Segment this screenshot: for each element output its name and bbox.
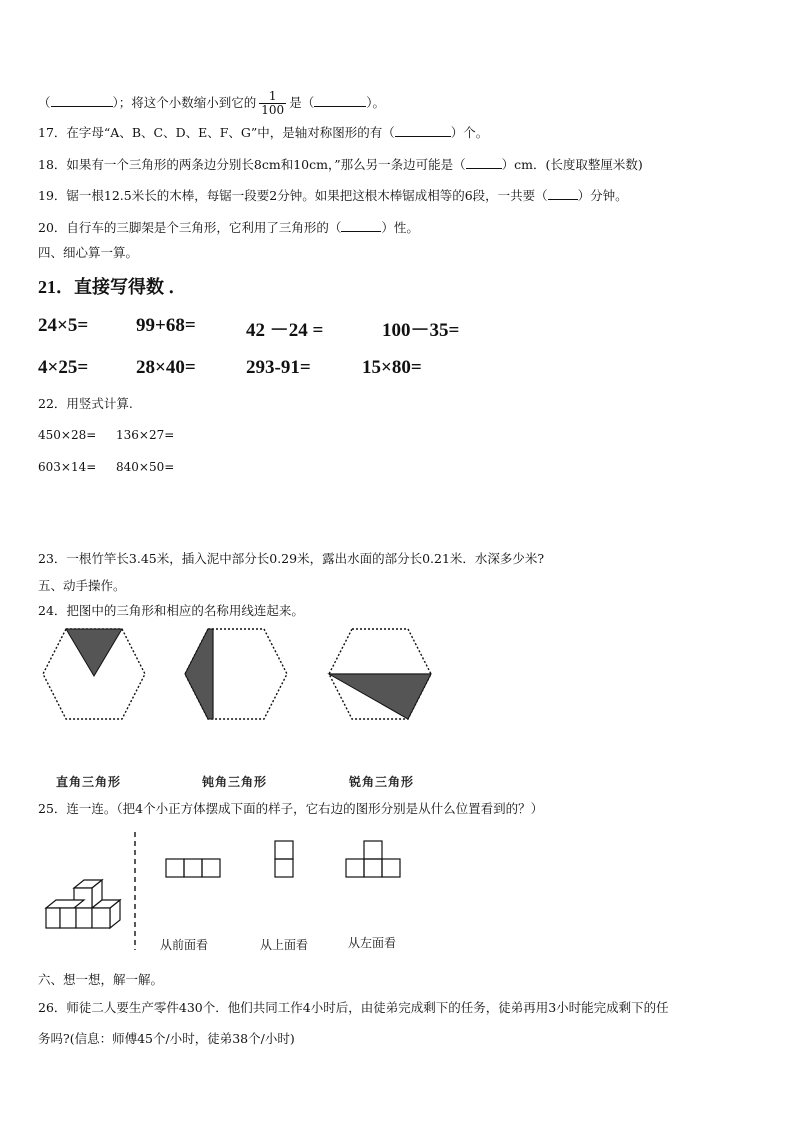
cube-stack-figure [44, 878, 126, 936]
q16-text-1: ）；将这个小数缩小到它的 [112, 95, 257, 110]
q21-expr: 15×80= [362, 357, 422, 378]
q18-text-1: 18．如果有一个三角形的两条边分别长8cm和10cm，”那么另一条边可能是（ [38, 157, 466, 172]
q21-expr: 4×25= [38, 357, 89, 378]
view-shape-two-stacked[interactable] [274, 840, 295, 878]
triangle-name-obtuse[interactable]: 钝角三角形 [202, 775, 268, 789]
section-4-heading: 四、细心算一算。 [38, 245, 139, 260]
q20-line [38, 219, 419, 236]
shaded-triangle [185, 629, 213, 719]
q17-text-1: 17．在字母“A、B、C、D、E、F、G”中，是轴对称图形的有（ [38, 125, 395, 140]
q22-expr: 450×28= [38, 428, 97, 442]
section-5-heading: 五、动手操作。 [38, 578, 126, 593]
q17-line [38, 124, 488, 141]
q18-text-2: ）cm．(长度取整厘米数) [501, 157, 643, 172]
q19-text-2: ）分钟。 [577, 188, 628, 203]
q18-line [38, 156, 643, 173]
q23-text: 23．一根竹竿长3.45米，插入泥中部分长0.29米，露出水面的部分长0.21米．水深多少米? [38, 551, 545, 566]
q19-line [38, 187, 628, 204]
q20-blank[interactable] [341, 219, 381, 232]
q21-expr: 100－35= [382, 320, 460, 341]
view-shape-t-shape[interactable] [345, 840, 417, 878]
q16-line [38, 90, 385, 117]
triangle-name-acute[interactable]: 锐角三角形 [349, 775, 415, 789]
shaded-triangle [66, 629, 122, 676]
q25-title: 25．连一连。（把4个小正方体摆成下面的样子，它右边的图形分别是从什么位置看到的？） [38, 801, 544, 816]
dashed-separator [133, 832, 137, 950]
q22-expr: 603×14= [38, 460, 97, 474]
q16-text-3: ）。 [366, 95, 385, 110]
view-label-front[interactable]: 从前面看 [160, 938, 209, 952]
q21-expr: 99+68= [136, 315, 196, 336]
view-label-left[interactable]: 从左面看 [348, 936, 397, 950]
q20-text-1: 20．自行车的三脚架是个三角形，它利用了三角形的（ [38, 220, 342, 235]
q22-expr: 840×50= [116, 460, 175, 474]
q17-text-2: ）个。 [450, 125, 489, 140]
q16-text-2: 是（ [289, 95, 315, 110]
q16-blank-2[interactable] [314, 94, 366, 107]
q26-line-2: 务吗?(信息：师傅45个/小时，徒弟38个/小时) [38, 1031, 295, 1046]
q19-blank[interactable] [548, 187, 578, 200]
q17-blank[interactable] [395, 124, 451, 137]
q16-blank-1[interactable] [51, 94, 113, 107]
q20-text-2: ）性。 [381, 220, 419, 235]
triangle-name-right[interactable]: 直角三角形 [56, 775, 122, 789]
section-6-heading: 六、想一想，解一解。 [38, 972, 164, 987]
q21-expr: 42 －24 = [246, 320, 324, 341]
fraction-denominator: 100 [261, 103, 285, 117]
q16-paren: （ [38, 95, 51, 110]
hexagon-figure-3[interactable] [328, 628, 432, 720]
q26-line-1: 26．师徒二人要生产零件430个．他们共同工作4小时后，由徒弟完成剩下的任务，徒弟再用3小时能完成剩下的任 [38, 1000, 669, 1015]
q24-title: 24．把图中的三角形和相应的名称用线连起来。 [38, 603, 304, 618]
hexagon-figure-1[interactable] [42, 628, 146, 720]
q21-expr: 24×5= [38, 315, 89, 336]
q16-fraction [259, 90, 286, 117]
q21-expr: 28×40= [136, 357, 196, 378]
q21-expr: 293-91= [246, 357, 311, 378]
q22-expr: 136×27= [116, 428, 175, 442]
shaded-triangle [329, 674, 431, 719]
view-label-top[interactable]: 从上面看 [260, 938, 309, 952]
q18-blank[interactable] [466, 156, 502, 169]
fraction-numerator: 1 [259, 90, 286, 104]
q22-title: 22．用竖式计算. [38, 396, 133, 411]
view-shape-three-in-row[interactable] [165, 858, 222, 878]
hexagon-figure-2[interactable] [184, 628, 288, 720]
q21-title: 21．直接写得数 ． [38, 277, 187, 297]
q19-text-1: 19．锯一根12.5米长的木棒，每锯一段要2分钟。如果把这根木棒锯成相等的6段，一共要（ [38, 188, 548, 203]
